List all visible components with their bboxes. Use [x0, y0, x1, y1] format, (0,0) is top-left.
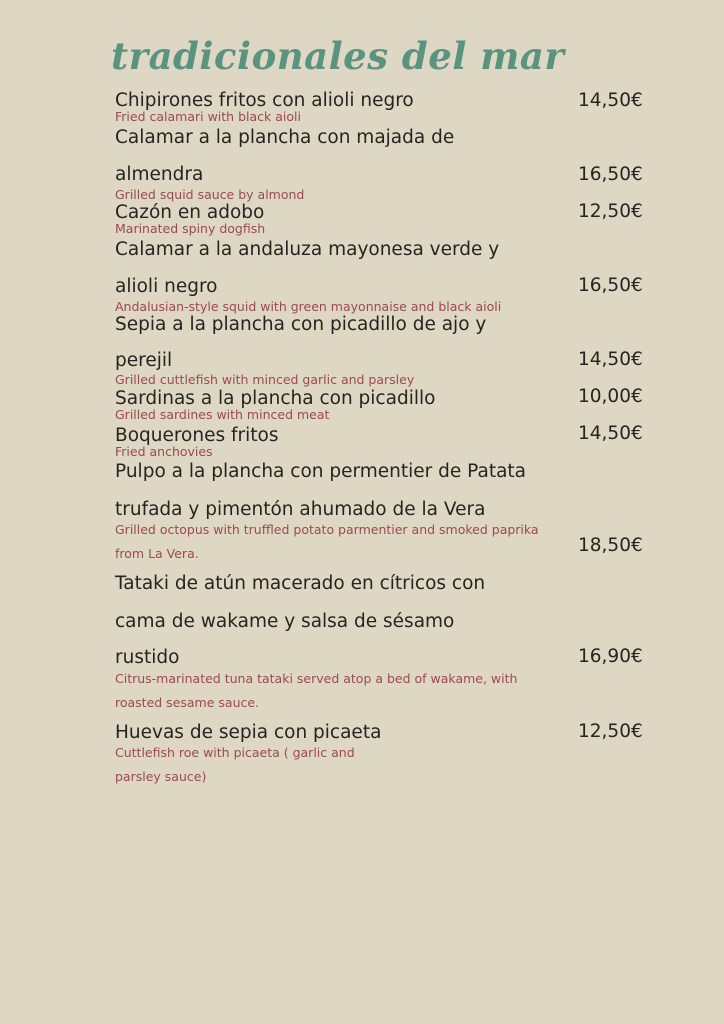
dish-name: Tataki de atún macerado en cítricos con — [115, 573, 486, 594]
dish-price: 10,00€ — [578, 386, 643, 407]
dish-price: 12,50€ — [578, 201, 643, 222]
dish-description: Grilled squid sauce by almond — [115, 187, 305, 202]
dish-name: Pulpo a la plancha con permentier de Patata — [115, 461, 527, 482]
dish-price: 16,50€ — [578, 275, 643, 296]
dish-price: 14,50€ — [578, 423, 643, 444]
dish-price: 12,50€ — [578, 721, 643, 742]
dish-name: Sepia a la plancha con picadillo de ajo y — [115, 314, 487, 335]
dish-name: cama de wakame y salsa de sésamo — [115, 611, 455, 632]
dish-name: Calamar a la andaluza mayonesa verde y — [115, 239, 500, 260]
page-title: tradicionales del mar — [111, 34, 565, 78]
dish-price: 14,50€ — [578, 90, 643, 111]
dish-name: almendra — [115, 164, 204, 185]
dish-name: Chipirones fritos con alioli negro — [115, 90, 414, 111]
dish-description: Grilled octopus with truffled potato parmentier and smoked paprika — [115, 522, 539, 537]
dish-name: Huevas de sepia con picaeta — [115, 722, 382, 743]
dish-name: Sardinas a la plancha con picadillo — [115, 388, 436, 409]
dish-name: perejil — [115, 350, 173, 371]
dish-description: parsley sauce) — [115, 769, 207, 784]
dish-name: rustido — [115, 647, 180, 668]
dish-price: 16,50€ — [578, 164, 643, 185]
dish-price: 18,50€ — [578, 535, 643, 556]
dish-description: Andalusian-style squid with green mayonnaise and black aioli — [115, 299, 502, 314]
dish-price: 14,50€ — [578, 349, 643, 370]
dish-name: Calamar a la plancha con majada de — [115, 127, 455, 148]
dish-description: Grilled sardines with minced meat — [115, 407, 330, 422]
dish-name: Boquerones fritos — [115, 425, 279, 446]
dish-name: Cazón en adobo — [115, 202, 265, 223]
dish-description: Grilled cuttlefish with minced garlic and parsley — [115, 372, 415, 387]
dish-description: Cuttlefish roe with picaeta ( garlic and — [115, 745, 355, 760]
dish-price: 16,90€ — [578, 646, 643, 667]
dish-description: from La Vera. — [115, 546, 199, 561]
dish-name: trufada y pimentón ahumado de la Vera — [115, 499, 486, 520]
dish-description: Fried anchovies — [115, 444, 213, 459]
dish-description: Fried calamari with black aioli — [115, 109, 301, 124]
dish-name: alioli negro — [115, 276, 218, 297]
dish-description: Citrus-marinated tuna tataki served atop a bed of wakame, with — [115, 671, 518, 686]
dish-description: roasted sesame sauce. — [115, 695, 260, 710]
dish-description: Marinated spiny dogfish — [115, 221, 266, 236]
